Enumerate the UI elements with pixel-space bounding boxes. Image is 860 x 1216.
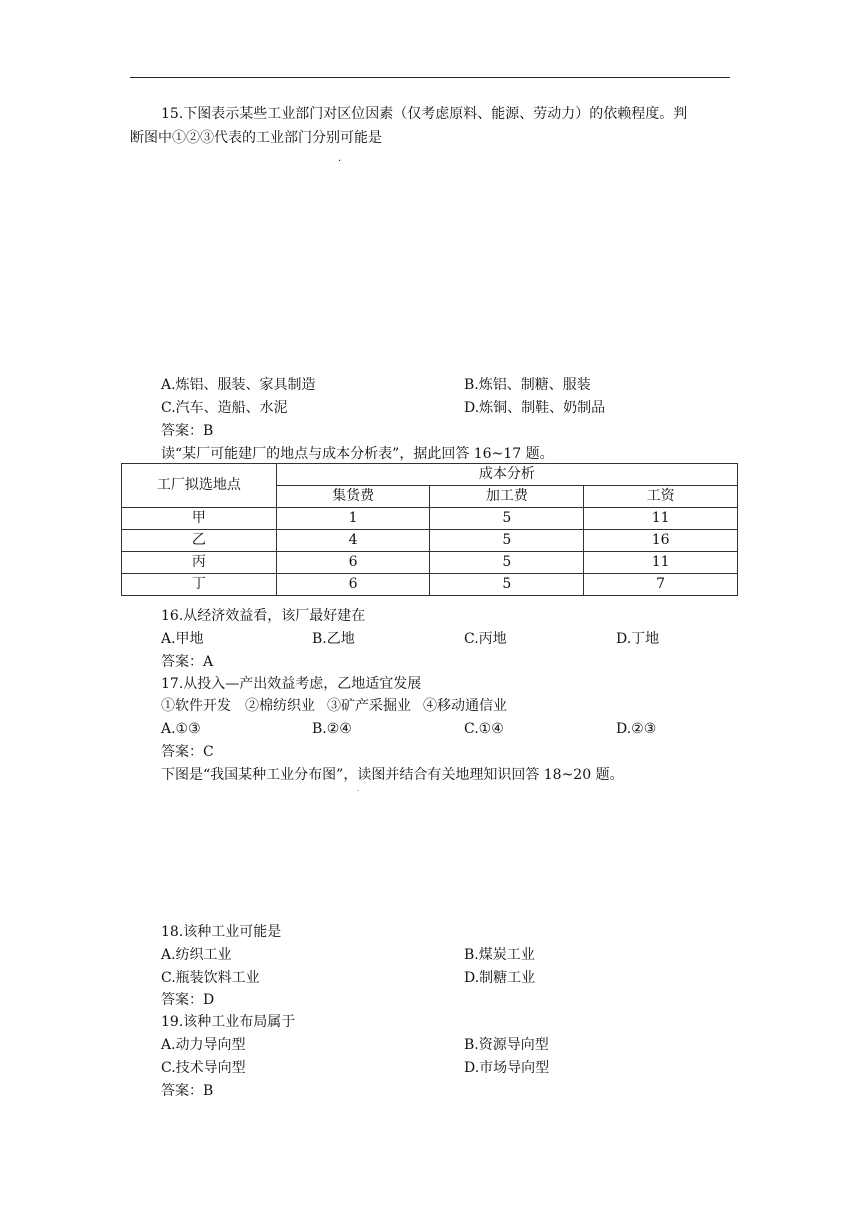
- q15-option-c: C.汽车、造船、水泥: [161, 400, 288, 416]
- table-cell: 5: [430, 552, 584, 574]
- cost-analysis-table: [121, 463, 738, 596]
- table-header-site: 工厂拟选地点: [122, 464, 277, 508]
- table-cell-site: 丁: [122, 574, 277, 596]
- q19-option-a: A.动力导向型: [161, 1037, 246, 1053]
- q18-option-a: A.纺织工业: [161, 947, 232, 963]
- table-cell: 4: [276, 530, 430, 552]
- table-cell-site: 甲: [122, 508, 277, 530]
- q17-option-d: D.②③: [616, 721, 657, 737]
- table-cell: 5: [430, 508, 584, 530]
- q18-option-d: D.制糖工业: [464, 970, 536, 986]
- table-cell: 11: [584, 508, 738, 530]
- q19-answer: 答案：B: [161, 1083, 214, 1099]
- q15-option-d: D.炼铜、制鞋、奶制品: [464, 400, 606, 416]
- q17-item: ④移动通信业: [423, 698, 507, 714]
- q17-item: ②棉纺织业: [245, 698, 315, 714]
- q17-item: ①软件开发: [161, 698, 231, 714]
- q15-option-a: A.炼铝、服装、家具制造: [161, 377, 316, 393]
- table-row: [122, 552, 738, 574]
- q16-option-a: A.甲地: [161, 631, 204, 647]
- q15-stem-line2: 断图中①②③代表的工业部门分别可能是: [130, 130, 382, 146]
- table-cell: 6: [276, 552, 430, 574]
- q16-stem: 16.从经济效益看，该厂最好建在: [161, 608, 366, 624]
- figure-placeholder-mark: .: [338, 153, 342, 164]
- q17-items: [161, 697, 507, 715]
- q17-option-a: A.①③: [161, 721, 201, 737]
- q15-option-b: B.炼铝、制糖、服装: [464, 377, 591, 393]
- q18-option-c: C.瓶装饮料工业: [161, 970, 260, 986]
- q15-answer: 答案：B: [161, 423, 214, 439]
- intro-18-20: 下图是“我国某种工业分布图”，读图并结合有关地理知识回答 18~20 题。: [161, 767, 624, 783]
- table-header-cost-analysis: 成本分析: [276, 464, 737, 486]
- header-rule: [130, 77, 730, 78]
- table-cell-site: 丙: [122, 552, 277, 574]
- table-col-header: 加工费: [430, 486, 584, 508]
- table-row: [122, 530, 738, 552]
- q19-stem: 19.该种工业布局属于: [161, 1014, 296, 1030]
- q16-answer: 答案：A: [161, 654, 214, 670]
- table-col-header: 工资: [584, 486, 738, 508]
- table-cell-site: 乙: [122, 530, 277, 552]
- q17-option-c: C.①④: [464, 721, 504, 737]
- q19-option-b: B.资源导向型: [464, 1037, 549, 1053]
- table-cell: 5: [430, 574, 584, 596]
- table-col-header: 集货费: [276, 486, 430, 508]
- table-cell: 1: [276, 508, 430, 530]
- table-cell: 16: [584, 530, 738, 552]
- table-cell: 11: [584, 552, 738, 574]
- table-row: [122, 508, 738, 530]
- table-cell: 5: [430, 530, 584, 552]
- q18-stem: 18.该种工业可能是: [161, 924, 282, 940]
- q17-option-b: B.②④: [312, 721, 352, 737]
- q19-option-c: C.技术导向型: [161, 1060, 246, 1076]
- q18-option-b: B.煤炭工业: [464, 947, 535, 963]
- q17-item: ③矿产采掘业: [327, 698, 411, 714]
- q17-answer: 答案：C: [161, 744, 214, 760]
- q17-stem: 17.从投入—产出效益考虑，乙地适宜发展: [161, 676, 422, 692]
- q19-option-d: D.市场导向型: [464, 1060, 550, 1076]
- q15-stem-line1: 15.下图表示某些工业部门对区位因素（仅考虑原料、能源、劳动力）的依赖程度。判: [161, 106, 688, 122]
- intro-16-17: 读“某厂可能建厂的地点与成本分析表”，据此回答 16~17 题。: [161, 446, 554, 462]
- table-cell: 7: [584, 574, 738, 596]
- q16-option-d: D.丁地: [616, 631, 660, 647]
- q16-option-b: B.乙地: [312, 631, 355, 647]
- q18-answer: 答案：D: [161, 992, 215, 1008]
- table-cell: 6: [276, 574, 430, 596]
- table-row: [122, 574, 738, 596]
- q16-option-c: C.丙地: [464, 631, 507, 647]
- figure-placeholder-mark: .: [357, 786, 359, 793]
